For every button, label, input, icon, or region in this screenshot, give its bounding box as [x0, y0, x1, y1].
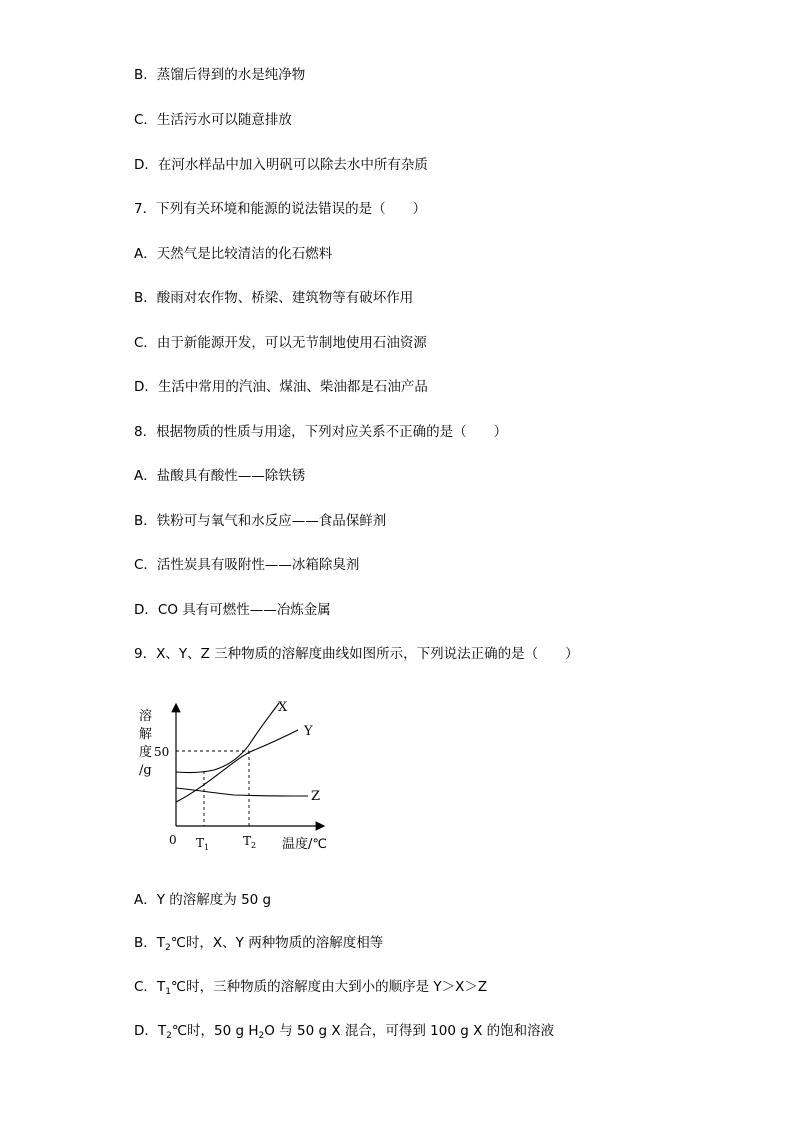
question-8: 8．根据物质的性质与用途，下列对应关系不正确的是（ ） [134, 424, 508, 440]
question-7-option-a: A．天然气是比较清洁的化石燃料 [134, 246, 333, 262]
curve-x [176, 703, 279, 773]
option-c-sewage: C．生活污水可以随意排放 [134, 112, 292, 128]
curve-z [176, 788, 308, 796]
y-tick-50: 50 [154, 745, 170, 759]
origin-label: 0 [169, 833, 177, 847]
question-7-option-d: D．生活中常用的汽油、煤油、柴油都是石油产品 [134, 379, 428, 395]
question-7-option-b: B．酸雨对农作物、桥梁、建筑物等有破坏作用 [134, 290, 414, 306]
question-8-option-d: D．CO 具有可燃性——冶炼金属 [134, 602, 331, 618]
x-tick-t1: $T_1$ [196, 836, 210, 852]
option-b-distilled-water: B．蒸馏后得到的水是纯净物 [134, 67, 306, 83]
question-9-option-c: C．$T_1℃$时，三种物质的溶解度由大到小的顺序是 Y＞X＞Z [134, 979, 488, 997]
x-tick-t2: $T_2$ [243, 834, 257, 850]
question-8-option-c: C．活性炭具有吸附性——冰箱除臭剂 [134, 557, 360, 573]
question-8-option-a: A．盐酸具有酸性——除铁锈 [134, 468, 306, 484]
curve-y [176, 730, 298, 802]
x-axis-label: 温度/℃ [282, 837, 327, 852]
y-label-4: /g [139, 763, 152, 778]
question-8-option-b: B．铁粉可与氧气和水反应——食品保鲜剂 [134, 513, 387, 529]
question-9: 9．X、Y、Z 三种物质的溶解度曲线如图所示，下列说法正确的是（ ） [134, 646, 579, 662]
y-label-2: 解 [139, 727, 153, 742]
question-7: 7．下列有关环境和能源的说法错误的是（ ） [134, 201, 427, 217]
y-label-3: 度 [139, 745, 153, 760]
question-9-option-b: B．$T_2℃$时，X、Y 两种物质的溶解度相等 [134, 935, 384, 953]
series-label-z: Z [311, 789, 321, 804]
question-7-option-c: C．由于新能源开发，可以无节制地使用石油资源 [134, 335, 427, 351]
series-label-x: X [278, 700, 288, 715]
y-label-1: 溶 [139, 709, 153, 724]
solubility-chart [134, 692, 354, 862]
question-9-option-d: D．$T_2℃$时，50 g $H_2O$ 与 50 g X 混合，可得到 100 g X 的饱和溶液 [134, 1023, 555, 1041]
option-d-alum: D．在河水样品中加入明矾可以除去水中所有杂质 [134, 157, 428, 173]
series-label-y: Y [304, 724, 313, 739]
question-9-option-a: A．Y 的溶解度为 50 g [134, 892, 272, 908]
